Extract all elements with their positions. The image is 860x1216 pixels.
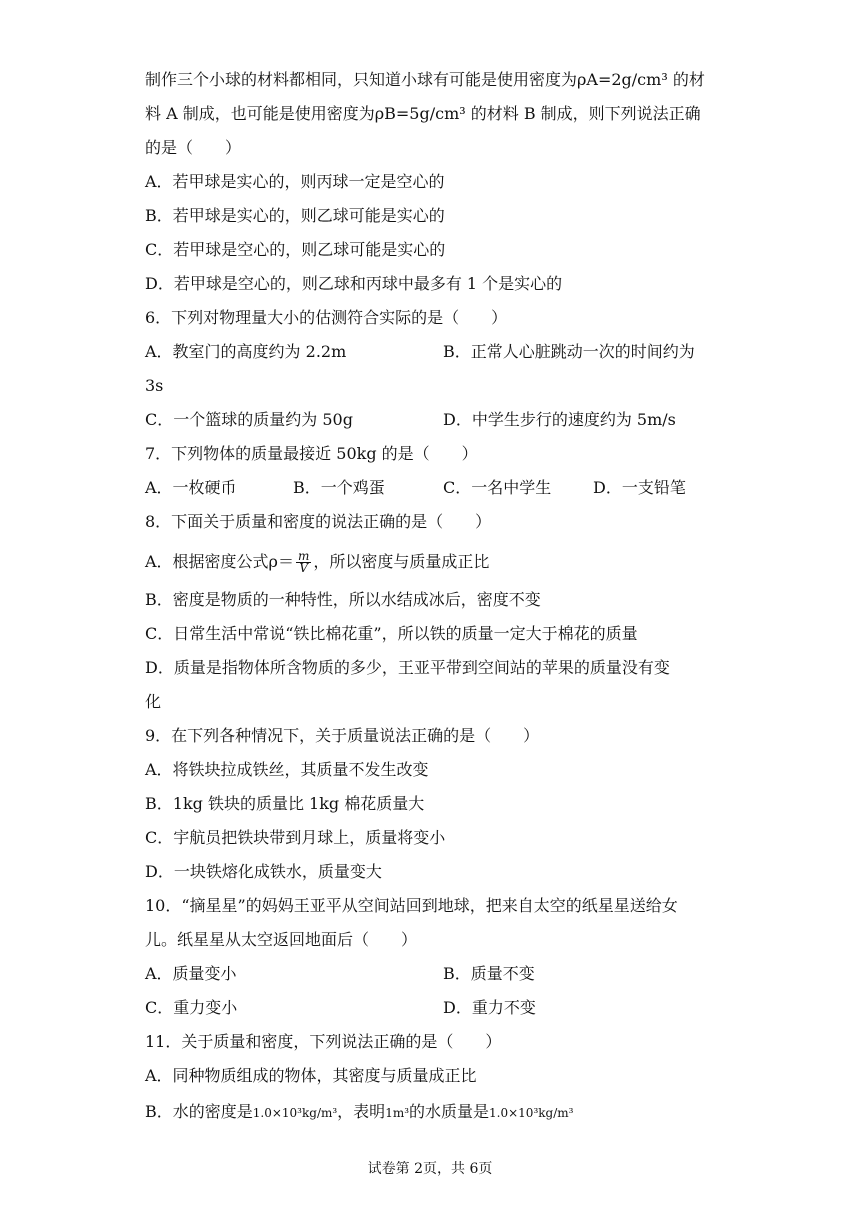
q8-option-d: D．质量是指物体所含物质的多少，王亚平带到空间站的苹果的质量没有变: [145, 658, 670, 677]
q9-stem: 9．在下列各种情况下，关于质量说法正确的是（ ）: [145, 726, 540, 745]
q9-option-c: C．宇航员把铁块带到月球上，质量将变小: [145, 828, 446, 847]
q7-option-c: C．一名中学生: [443, 478, 552, 497]
q10-option-c: C．重力变小: [145, 998, 238, 1017]
q5-option-b: B．若甲球是实心的，则乙球可能是实心的: [145, 206, 445, 225]
density-formula-fraction: [296, 551, 311, 574]
q6-option-a: A．教室门的高度约为 2.2m: [145, 342, 347, 361]
q9-option-b: B．1kg 铁块的质量比 1kg 棉花质量大: [145, 794, 425, 813]
q5-option-a: A．若甲球是实心的，则丙球一定是空心的: [145, 172, 445, 191]
formula-denominator: V: [299, 561, 308, 575]
mass-value: 1.0×10³kg/m³: [489, 1106, 574, 1120]
q8-option-a: [145, 549, 489, 575]
q6-option-b-continued: 3s: [145, 376, 164, 395]
page-footer: 试卷第 2页，共 6页: [367, 1161, 493, 1177]
q7-option-b: B．一个鸡蛋: [293, 478, 385, 497]
q11-option-b-part5: 的水质量是: [409, 1102, 490, 1121]
q5-option-c: C．若甲球是空心的，则乙球可能是实心的: [145, 240, 446, 259]
q8-option-a-suffix: ，所以密度与质量成正比: [313, 552, 490, 571]
q8-option-d-continued: 化: [145, 692, 162, 711]
q10-option-d: D．重力不变: [443, 998, 536, 1017]
q11-stem: 11．关于质量和密度，下列说法正确的是（ ）: [145, 1032, 502, 1051]
q6-option-b: B．正常人心脏跳动一次的时间约为: [443, 342, 695, 361]
q11-option-b: [145, 1101, 573, 1123]
q11-option-b-part3: ，表明: [337, 1102, 386, 1121]
q5-option-d: D．若甲球是空心的，则乙球和丙球中最多有 1 个是实心的: [145, 274, 563, 293]
water-density-value: 1.0×10³kg/m³: [252, 1106, 338, 1120]
q6-option-d: D．中学生步行的速度约为 5m/s: [443, 410, 676, 429]
q7-option-d: D．一支铅笔: [593, 478, 686, 497]
q5-stem-line-1: 制作三个小球的材料都相同，只知道小球有可能是使用密度为ρA=2g/cm³ 的材: [145, 70, 705, 89]
q9-option-a: A．将铁块拉成铁丝，其质量不发生改变: [145, 760, 429, 779]
formula-numerator: m: [297, 549, 310, 563]
q6-option-c: C．一个篮球的质量约为 50g: [145, 410, 353, 429]
q10-option-b: B．质量不变: [443, 964, 535, 983]
q5-stem-line-3: 的是（ ）: [145, 138, 242, 157]
q8-option-a-prefix: A．根据密度公式ρ＝: [145, 552, 294, 571]
q9-option-d: D．一块铁熔化成铁水，质量变大: [145, 862, 382, 881]
volume-value: 1m³: [385, 1106, 410, 1120]
q10-stem-line-2: 儿。纸星星从太空返回地面后（ ）: [145, 930, 418, 949]
q10-option-a: A．质量变小: [145, 964, 237, 983]
q7-option-a: A．一枚硬币: [145, 478, 237, 497]
q6-stem: 6．下列对物理量大小的估测符合实际的是（ ）: [145, 308, 508, 327]
q10-stem-line-1: 10．“摘星星”的妈妈王亚平从空间站回到地球，把来自太空的纸星星送给女: [145, 896, 678, 915]
q8-stem: 8．下面关于质量和密度的说法正确的是（ ）: [145, 512, 492, 531]
q8-option-c: C．日常生活中常说“铁比棉花重”，所以铁的质量一定大于棉花的质量: [145, 624, 638, 643]
q8-option-b: B．密度是物质的一种特性，所以水结成冰后，密度不变: [145, 590, 541, 609]
q11-option-b-part1: B．水的密度是: [145, 1102, 253, 1121]
q7-stem: 7．下列物体的质量最接近 50kg 的是（ ）: [145, 444, 478, 463]
q5-stem-line-2: 料 A 制成，也可能是使用密度为ρB=5g/cm³ 的材料 B 制成，则下列说法正确: [145, 104, 701, 123]
q11-option-a: A．同种物质组成的物体，其密度与质量成正比: [145, 1066, 477, 1085]
